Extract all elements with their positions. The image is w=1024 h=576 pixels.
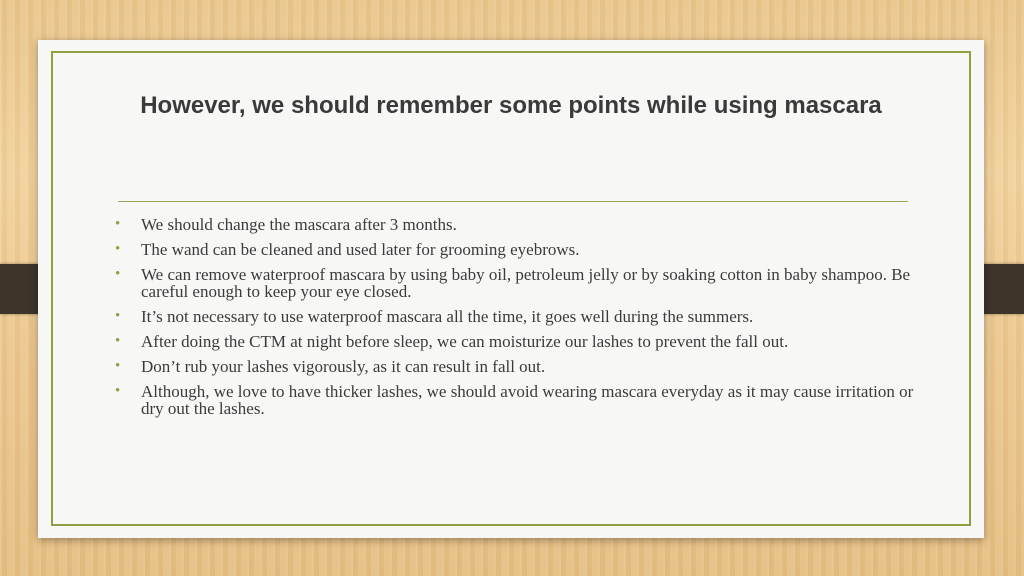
bullet-item [115, 308, 915, 325]
bullet-point-icon: • [115, 333, 121, 349]
bullet-item [115, 383, 915, 417]
bullet-list [115, 216, 915, 425]
bullet-item [115, 241, 915, 258]
bullet-text: We should change the mascara after 3 months. [141, 215, 457, 234]
bullet-item [115, 216, 915, 233]
slide-title: However, we should remember some points while using mascara [140, 92, 882, 119]
bullet-text: We can remove waterproof mascara by using baby oil, petroleum jelly or by soaking cotton in baby shampoo. Be careful enough to keep your eye closed. [141, 265, 911, 301]
bullet-text: After doing the CTM at night before sleep, we can moisturize our lashes to prevent the fall out. [141, 332, 789, 351]
bullet-point-icon: • [115, 358, 121, 374]
bullet-point-icon: • [115, 216, 121, 232]
bullet-text: The wand can be cleaned and used later for grooming eyebrows. [141, 240, 580, 259]
title-divider [118, 201, 908, 202]
bullet-point-icon: • [115, 308, 121, 324]
bullet-text: It’s not necessary to use waterproof mascara all the time, it goes well during the summers. [141, 307, 754, 326]
bullet-item [115, 333, 915, 350]
bullet-point-icon: • [115, 383, 121, 399]
bullet-text: Don’t rub your lashes vigorously, as it can result in fall out. [141, 357, 546, 376]
bullet-text: Although, we love to have thicker lashes, we should avoid wearing mascara everyday as it may cause irritation or dry out the lashes. [141, 382, 914, 418]
bullet-point-icon: • [115, 266, 121, 282]
bullet-item [115, 358, 915, 375]
bullet-point-icon: • [115, 241, 121, 257]
bullet-item [115, 266, 915, 300]
slide-card [38, 40, 984, 538]
